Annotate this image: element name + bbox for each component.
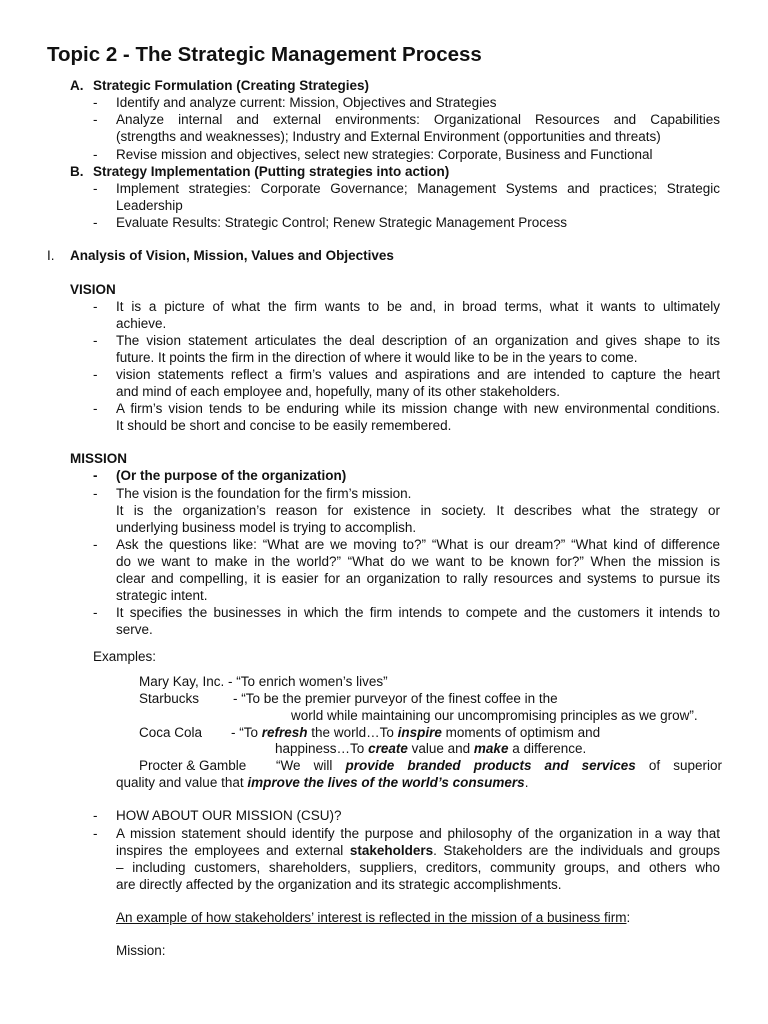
- example-statement: - “To enrich women’s lives”: [224, 674, 388, 689]
- mission-line: It specifies the businesses in which the firm intends to compete and the customers it intends to: [116, 605, 720, 620]
- mission-line: The vision is the foundation for the firm’s mission.: [116, 486, 412, 501]
- mission-line: clear and compelling, it is easier for an organization to rally resources and systems to pursue its: [116, 571, 720, 586]
- mission-label: Mission:: [116, 943, 166, 958]
- mission-line: It is the organization’s reason for existence in society. It describes what the strategy or: [116, 503, 720, 518]
- emphasis: create: [368, 741, 408, 756]
- bullet-dash: -: [93, 486, 98, 501]
- bullet-dash: -: [93, 826, 98, 841]
- csu-line: [116, 842, 720, 859]
- vision-line: The vision statement articulates the deal description of an organization and gives shape to its: [116, 333, 720, 348]
- section-1-heading: Analysis of Vision, Mission, Values and Objectives: [70, 248, 394, 263]
- list-item: Evaluate Results: Strategic Control; Renew Strategic Management Process: [116, 215, 567, 230]
- mission-line: strategic intent.: [116, 588, 208, 603]
- bullet-dash: -: [93, 299, 98, 314]
- example-company: Mary Kay, Inc.: [139, 674, 225, 689]
- underlined-text: An example of how stakeholders’ interest is reflected in the mission of a business firm: [116, 910, 627, 925]
- example-statement-continuation: [116, 774, 528, 791]
- stakeholder-example-heading: [116, 909, 630, 926]
- mission-line: do we want to make in the world?” “What do we want to be known for?” When the mission is: [116, 554, 720, 569]
- bullet-dash: -: [93, 181, 98, 196]
- text-run: inspires the employees and external: [116, 843, 350, 858]
- bullet-dash: -: [93, 95, 98, 110]
- csu-line: – including customers, shareholders, suppliers, creditors, community groups, and others who: [116, 860, 720, 875]
- vision-line: achieve.: [116, 316, 167, 331]
- emphasis: provide branded products and services: [345, 758, 636, 773]
- bullet-dash: -: [93, 333, 98, 348]
- text-run: value and: [407, 741, 474, 756]
- bullet-dash: -: [93, 808, 98, 823]
- example-company: Coca Cola: [139, 725, 203, 740]
- csu-line: A mission statement should identify the purpose and philosophy of the organization in a way that: [116, 826, 720, 841]
- bullet-dash: -: [93, 401, 98, 416]
- vision-line: A firm’s vision tends to be enduring while its mission change with new environmental conditions.: [116, 401, 720, 416]
- csu-question: HOW ABOUT OUR MISSION (CSU)?: [116, 808, 342, 823]
- example-statement-continuation: [275, 740, 586, 757]
- example-statement: - “To be the premier purveyor of the finest coffee in the: [233, 691, 558, 706]
- list-item: Revise mission and objectives, select new strategies: Corporate, Business and Functional: [116, 147, 653, 162]
- section-b-heading: Strategy Implementation (Putting strategies into action): [93, 164, 450, 179]
- section-a-heading: Strategic Formulation (Creating Strategies): [93, 78, 370, 93]
- list-item-continuation: Leadership: [116, 198, 183, 213]
- text-run: :: [626, 910, 631, 925]
- text-run: happiness…To: [275, 741, 369, 756]
- vision-line: future. It points the firm in the direction of where it would like to be in the years to come.: [116, 350, 638, 365]
- section-1-marker: I.: [47, 248, 55, 263]
- emphasis: refresh: [261, 725, 308, 740]
- emphasis: improve the lives of the world’s consumers: [247, 775, 525, 790]
- vision-line: and mind of each employee and, hopefully, many of its other stakeholders.: [116, 384, 561, 399]
- example-marykay: [139, 673, 388, 690]
- bullet-dash: -: [93, 605, 98, 620]
- text-run: quality and value that: [116, 775, 248, 790]
- emphasis: inspire: [397, 725, 442, 740]
- example-company: Procter & Gamble: [139, 758, 247, 773]
- list-item: Identify and analyze current: Mission, Objectives and Strategies: [116, 95, 497, 110]
- example-statement-continuation: world while maintaining our uncompromising principles as we grow”.: [291, 708, 698, 723]
- examples-label: Examples:: [93, 649, 157, 664]
- bullet-dash: -: [93, 537, 98, 552]
- mission-subtitle: (Or the purpose of the organization): [116, 468, 347, 483]
- text-run: a difference.: [508, 741, 587, 756]
- bullet-dash: -: [93, 367, 98, 382]
- text-run: - “To: [231, 725, 262, 740]
- vision-line: It is a picture of what the firm wants to be and, in broad terms, what it wants to ultimately: [116, 299, 720, 314]
- bullet-dash: -: [93, 112, 98, 127]
- text-run: moments of optimism and: [441, 725, 601, 740]
- text-run: .: [524, 775, 529, 790]
- text-run: the world…To: [307, 725, 398, 740]
- page-title: Topic 2 - The Strategic Management Process: [47, 43, 482, 66]
- vision-line: It should be short and concise to be easily remembered.: [116, 418, 452, 433]
- emphasis: make: [473, 741, 509, 756]
- bullet-dash: -: [93, 468, 98, 483]
- text-run: “We will: [276, 758, 346, 773]
- mission-heading: MISSION: [70, 451, 128, 466]
- example-statement: [276, 757, 722, 774]
- mission-line: serve.: [116, 622, 153, 637]
- text-run: of superior: [635, 758, 722, 773]
- example-statement: [231, 724, 600, 741]
- bullet-dash: -: [93, 147, 98, 162]
- emphasis: stakeholders: [349, 843, 434, 858]
- text-run: . Stakeholders are the individuals and groups: [433, 843, 720, 858]
- example-company: Starbucks: [139, 691, 200, 706]
- list-item: Implement strategies: Corporate Governance; Management Systems and practices; Strategic: [116, 181, 720, 196]
- section-b-marker: B.: [70, 164, 84, 179]
- list-item-continuation: (strengths and weaknesses); Industry and External Environment (opportunities and threats): [116, 129, 661, 144]
- section-a-marker: A.: [70, 78, 84, 93]
- bullet-dash: -: [93, 215, 98, 230]
- mission-line: underlying business model is trying to accomplish.: [116, 520, 417, 535]
- csu-line: are directly affected by the organization and its strategic accomplishments.: [116, 877, 562, 892]
- list-item: Analyze internal and external environments: Organizational Resources and Capabilities: [116, 112, 720, 127]
- vision-line: vision statements reflect a firm’s values and aspirations and are intended to capture the heart: [116, 367, 720, 382]
- vision-heading: VISION: [70, 282, 116, 297]
- mission-line: Ask the questions like: “What are we moving to?” “What is our dream?” “What kind of difference: [116, 537, 720, 552]
